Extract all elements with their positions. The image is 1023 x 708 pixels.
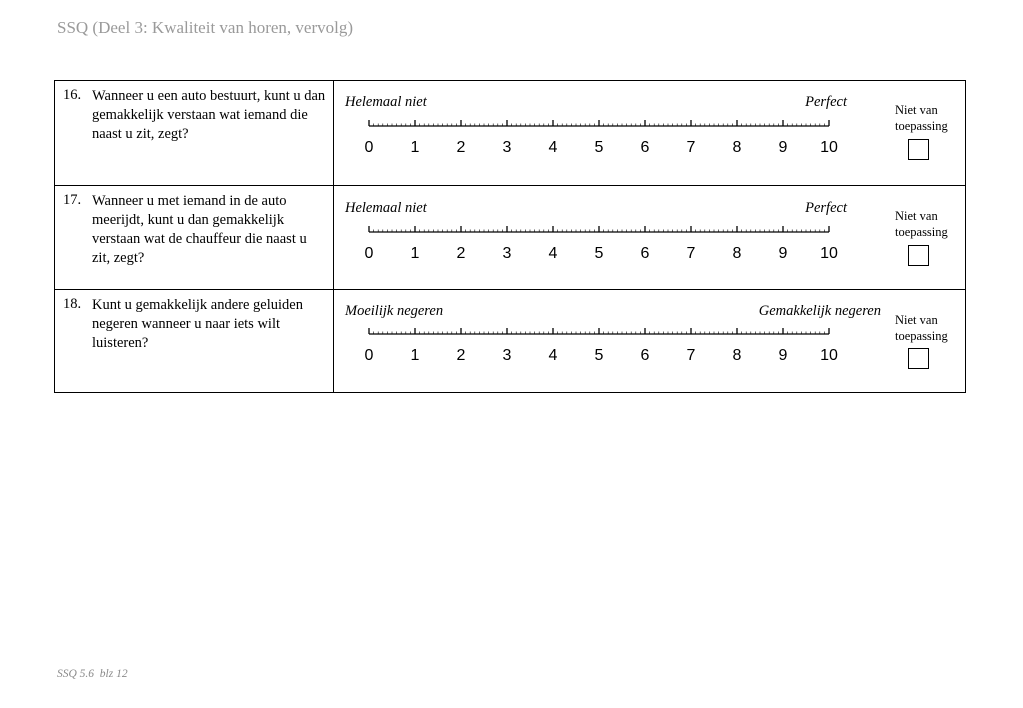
not-applicable-checkbox[interactable] — [908, 348, 929, 369]
scale-tick-label: 7 — [686, 245, 696, 262]
scale-tick-label: 2 — [456, 139, 466, 156]
question-text: Wanneer u een auto bestuurt, kunt u dan gemakkelijk verstaan wat iemand die naast u zit, zegt? — [92, 88, 326, 142]
scale-right-label: Gemakkelijk negeren — [758, 303, 881, 319]
scale-tick-label: 8 — [732, 245, 742, 262]
scale-tick-label: 0 — [364, 245, 374, 262]
not-applicable-checkbox[interactable] — [908, 245, 929, 266]
scale-tick-label: 4 — [548, 139, 558, 156]
scale-tick-label: 2 — [456, 245, 466, 262]
scale-tick-label: 10 — [820, 139, 838, 156]
scale-tick-label: 6 — [640, 347, 650, 364]
scale-tick-label: 6 — [640, 245, 650, 262]
scale-tick-label: 6 — [640, 139, 650, 156]
scale-tick-label: 3 — [502, 139, 512, 156]
not-applicable-label: Niet van toepassing — [895, 313, 948, 343]
scale-tick-label: 1 — [410, 347, 420, 364]
not-applicable-label: Niet van toepassing — [895, 103, 948, 133]
not-applicable-checkbox[interactable] — [908, 139, 929, 160]
scale-tick-label: 7 — [686, 347, 696, 364]
scale-tick-label: 9 — [778, 245, 788, 262]
scale-tick-label: 5 — [594, 245, 604, 262]
scale-tick-label: 9 — [778, 139, 788, 156]
scale-tick-label: 0 — [364, 139, 374, 156]
question-text: Wanneer u met iemand in de auto meerijdt, kunt u dan gemakkelijk verstaan wat de chauffeur die naast u zit, zegt? — [92, 193, 307, 266]
question-row-16 — [55, 81, 965, 185]
scale-tick-label: 3 — [502, 245, 512, 262]
scale-tick-label: 1 — [410, 245, 420, 262]
scale-tick-label: 10 — [820, 347, 838, 364]
question-row-18 — [55, 289, 965, 394]
scale-tick-label: 0 — [364, 347, 374, 364]
scale-tick-label: 9 — [778, 347, 788, 364]
question-number: 17. — [63, 192, 82, 208]
scale-tick-label: 1 — [410, 139, 420, 156]
scale-tick-label: 10 — [820, 245, 838, 262]
scale-tick-label: 5 — [594, 347, 604, 364]
scale-left-label: Moeilijk negeren — [345, 303, 444, 319]
question-number: 16. — [63, 87, 82, 103]
scale-tick-label: 3 — [502, 347, 512, 364]
scale-left-label: Helemaal niet — [345, 94, 427, 110]
scale-tick-label: 5 — [594, 139, 604, 156]
rating-scale[interactable] — [364, 115, 849, 156]
scale-tick-label: 8 — [732, 139, 742, 156]
question-row-17 — [55, 185, 965, 289]
question-number: 18. — [63, 296, 82, 312]
question-text: Kunt u gemakkelijk andere geluiden negeren wanneer u naar iets wilt luisteren? — [92, 297, 303, 351]
page-header: SSQ (Deel 3: Kwaliteit van horen, vervolg) — [57, 18, 354, 37]
page-footer: SSQ 5.6 blz 12 — [57, 668, 128, 680]
scale-right-label: Perfect — [805, 200, 847, 216]
rating-scale[interactable] — [364, 221, 849, 262]
scale-tick-label: 7 — [686, 139, 696, 156]
scale-right-label: Perfect — [805, 94, 847, 110]
scale-left-label: Helemaal niet — [345, 200, 427, 216]
scale-tick-label: 2 — [456, 347, 466, 364]
scale-tick-label: 4 — [548, 245, 558, 262]
scale-tick-label: 4 — [548, 347, 558, 364]
rating-scale[interactable] — [364, 323, 849, 364]
scale-tick-label: 8 — [732, 347, 742, 364]
question-table — [54, 80, 966, 393]
not-applicable-label: Niet van toepassing — [895, 209, 948, 239]
